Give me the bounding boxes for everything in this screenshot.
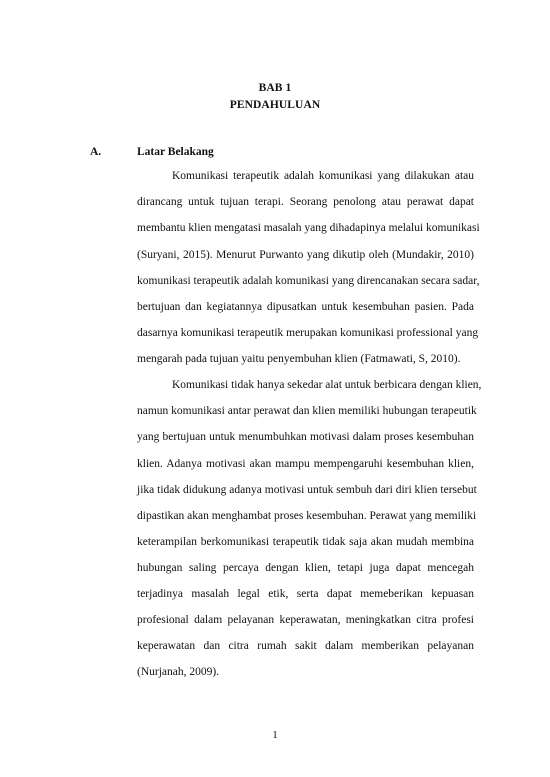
paragraph-line: Komunikasi tidak hanya sekedar alat untuk berbicara dengan klien,: [172, 379, 482, 391]
paragraph-line: namun komunikasi antar perawat dan klien memiliki hubungan terapeutik: [137, 405, 477, 417]
paragraph-line: klien. Adanya motivasi akan mampu mempengaruhi kesembuhan klien,: [137, 458, 474, 470]
paragraph-line: komunikasi terapeutik adalah komunikasi yang direncanakan secara sadar,: [137, 275, 480, 287]
paragraph-line: yang bertujuan untuk menumbuhkan motivasi dalam proses kesembuhan: [137, 431, 474, 443]
paragraph-line: (Nurjanah, 2009).: [137, 666, 220, 678]
paragraph-line: terjadinya masalah legal etik, serta dapat memeberikan kepuasan: [137, 588, 474, 600]
paragraph-line: (Suryani, 2015). Menurut Purwanto yang dikutip oleh (Mundakir, 2010): [137, 249, 474, 261]
paragraph-line: Komunikasi terapeutik adalah komunikasi yang dilakukan atau: [172, 170, 474, 182]
paragraph-line: bertujuan dan kegiatannya dipusatkan untuk kesembuhan pasien. Pada: [137, 301, 474, 313]
paragraph-line: keperawatan dan citra rumah sakit dalam memberikan pelayanan: [137, 640, 474, 652]
chapter-title: PENDAHULUAN: [229, 99, 321, 111]
paragraph-line: dipastikan akan menghambat proses kesembuhan. Perawat yang memiliki: [137, 510, 477, 522]
paragraph-line: dirancang untuk tujuan terapi. Seorang penolong atau perawat dapat: [137, 196, 474, 208]
paragraph-line: mengarah pada tujuan yaitu penyembuhan klien (Fatmawati, S, 2010).: [137, 353, 461, 365]
paragraph-line: membantu klien mengatasi masalah yang dihadapinya melalui komunikasi: [137, 222, 480, 234]
paragraph-line: dasarnya komunikasi terapeutik merupakan komunikasi professional yang: [137, 327, 479, 339]
section-letter: A.: [90, 146, 102, 158]
paragraph-line: keterampilan berkomunikasi terapeutik tidak saja akan mudah membina: [137, 536, 474, 548]
paragraph-line: jika tidak didukung adanya motivasi untuk sembuh dari diri klien tersebut: [137, 484, 477, 496]
paragraph-line: hubungan saling percaya dengan klien, tetapi juga dapat mencegah: [137, 562, 474, 574]
chapter-number: BAB 1: [258, 82, 292, 94]
page-number: 1: [272, 729, 278, 741]
paragraph-line: profesional dalam pelayanan keperawatan, meningkatkan citra profesi: [137, 614, 474, 626]
section-title: Latar Belakang: [137, 146, 214, 158]
